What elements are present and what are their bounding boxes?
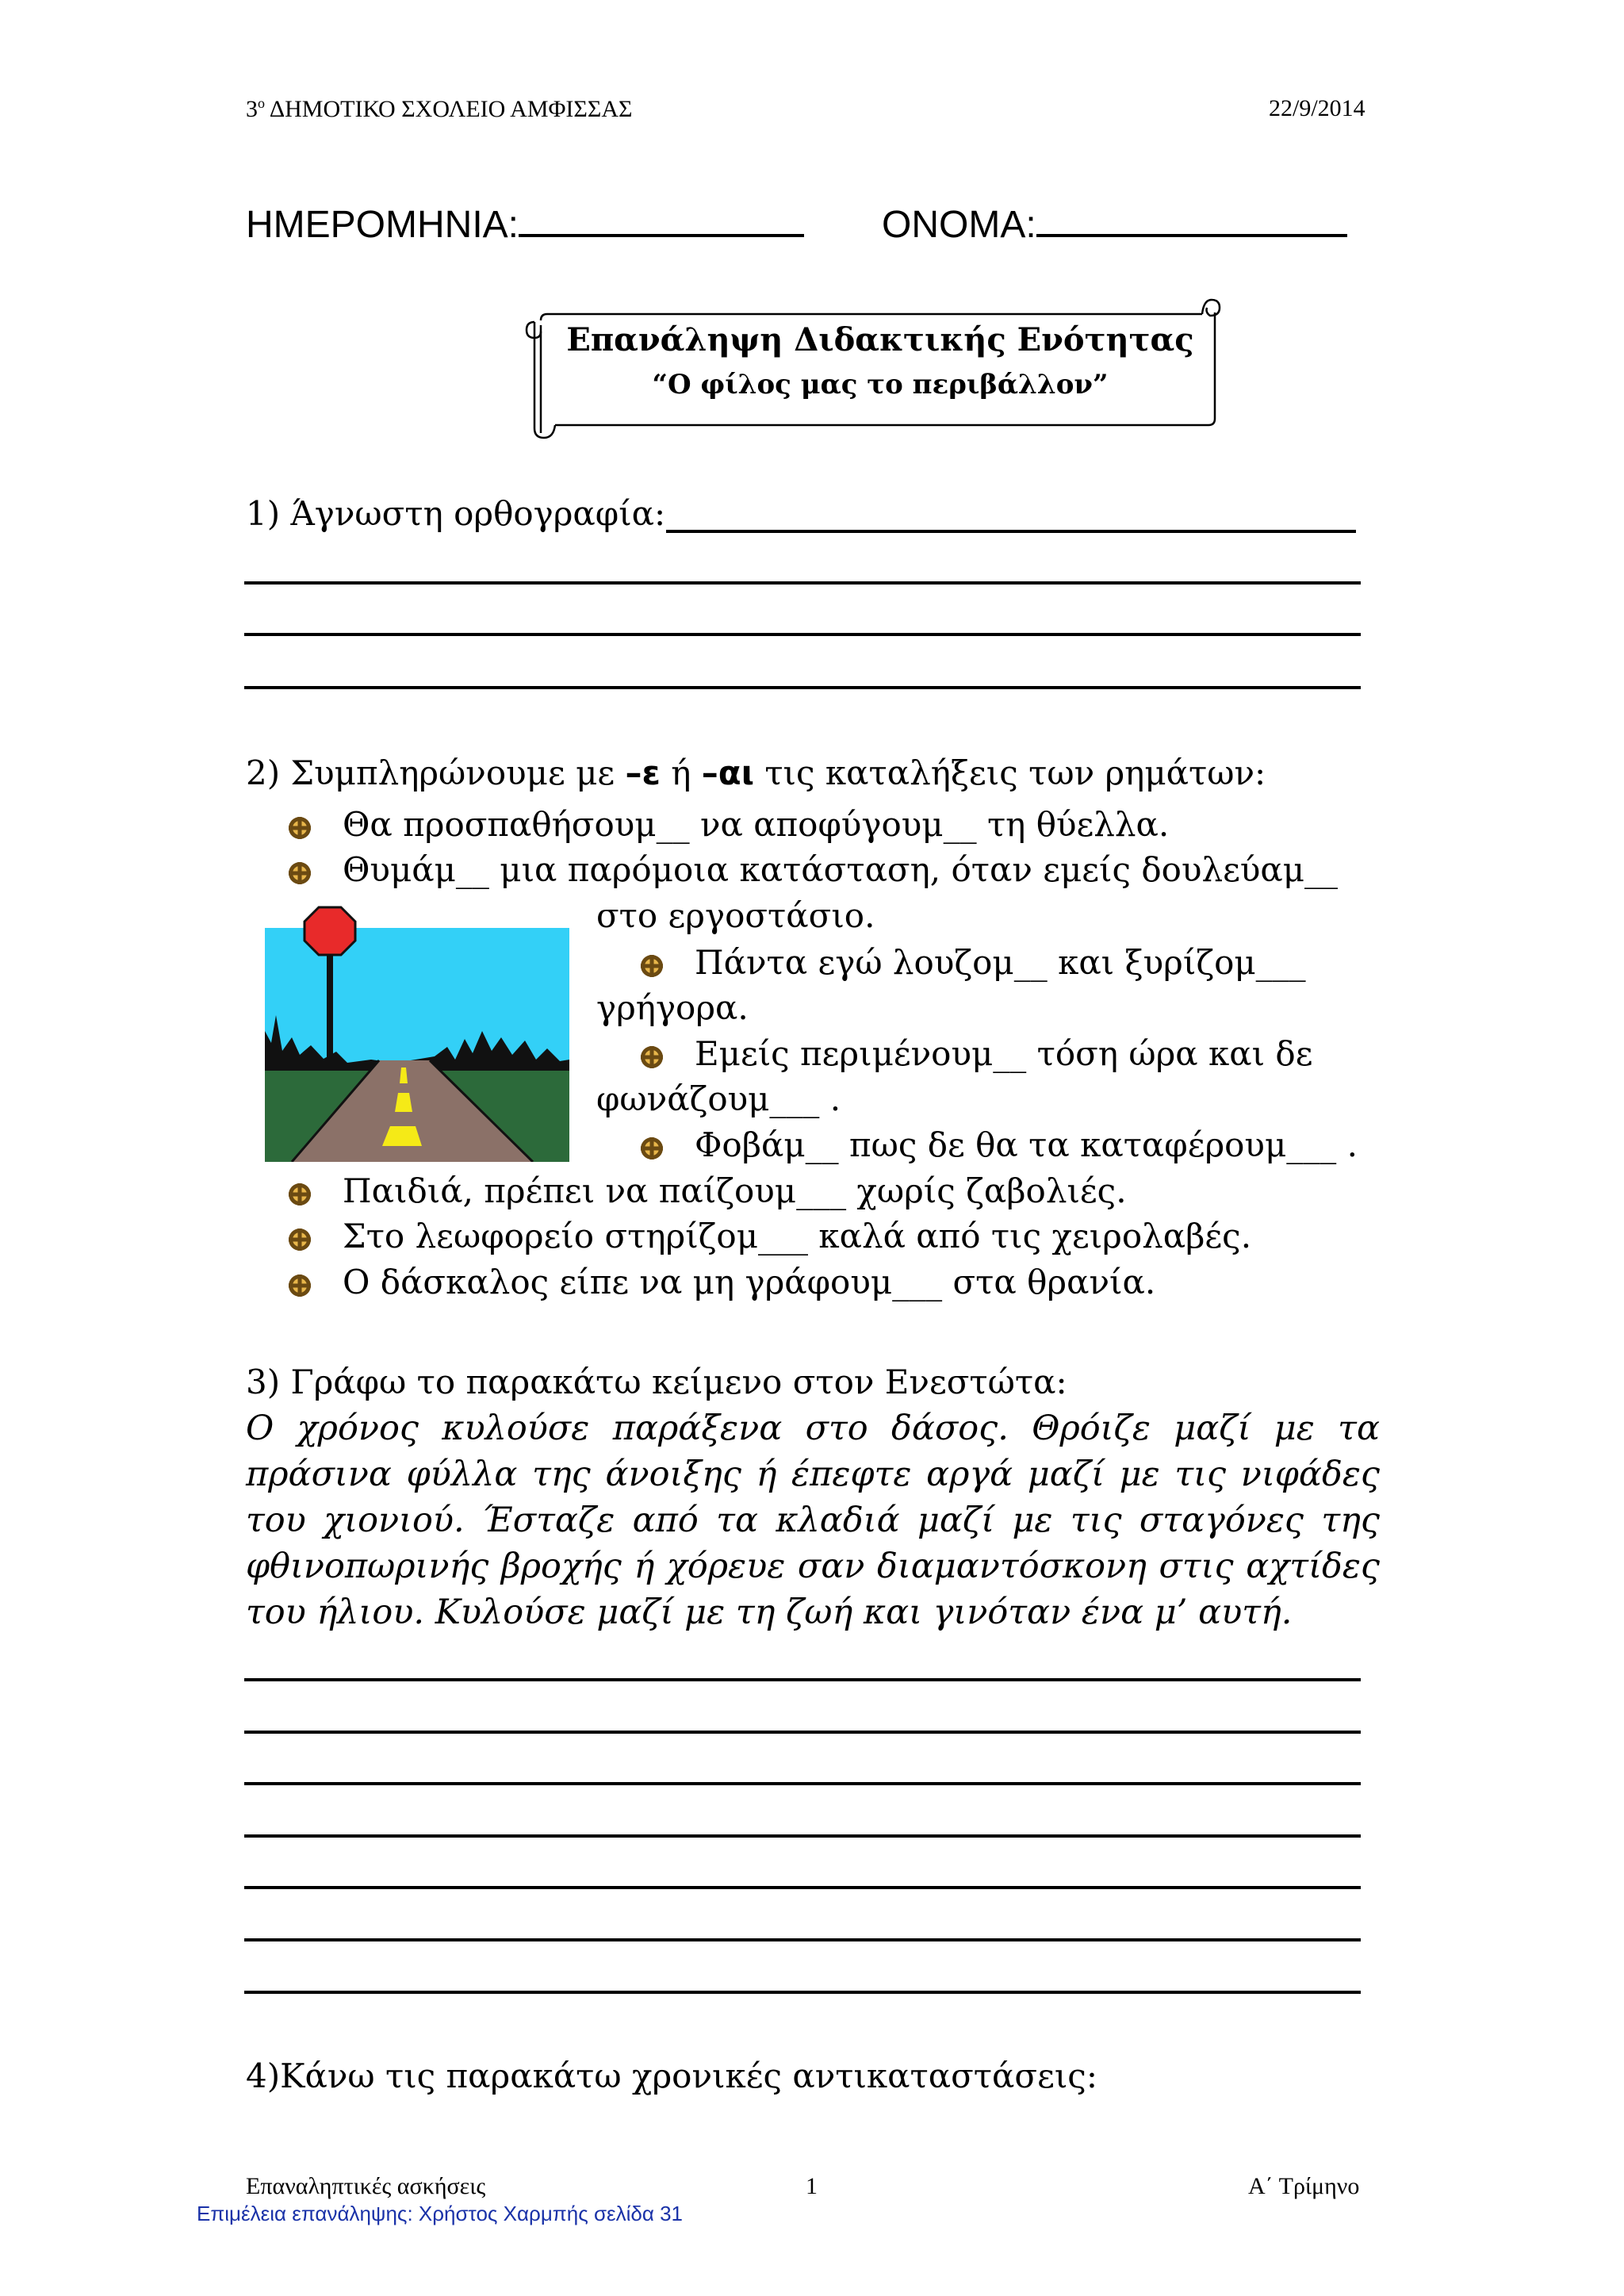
- answer-line[interactable]: [244, 1678, 1361, 1681]
- bullet-icon: [639, 1045, 665, 1070]
- date-field: ΗΜΕΡΟΜΗΝΙΑ:: [246, 202, 804, 247]
- bullet-icon: [639, 953, 665, 979]
- answer-line[interactable]: [244, 1991, 1361, 1994]
- list-item-continuation: γρήγορα.: [596, 988, 749, 1027]
- list-item: Θυμάμ__ μια παρόμοια κατάσταση, όταν εμείς δουλεύαμ__: [343, 850, 1339, 889]
- header-date: 22/9/2014: [1269, 95, 1365, 121]
- bullet-icon: [287, 1273, 312, 1298]
- answer-line[interactable]: [244, 1834, 1361, 1838]
- list-item-continuation: στο εργοστάσιο.: [596, 896, 875, 935]
- passage-text: Ο χρόνος κυλούσε παράξενα στο δάσος. Θρόιζε μαζί με τα πράσινα φύλλα της άνοιξης ή έπεφτε αργά μαζί με τις νιφάδες του χιονιού. Έσταζε από τα κλαδιά μαζί με τις σταγόνες της φθινοπωρινής βροχής ή χόρευε σαν διαμαντόσκονη στις αχτίδες του ήλιου. Κυλούσε μαζί με τη ζωή και γινόταν ένα μ’ αυτή.: [246, 1409, 1380, 1632]
- list-item: Παιδιά, πρέπει να παίζουμ___ χωρίς ζαβολιές.: [343, 1171, 1127, 1210]
- answer-line[interactable]: [244, 581, 1361, 585]
- answer-line[interactable]: [244, 1886, 1361, 1889]
- list-item-continuation: φωνάζουμ___ .: [596, 1079, 841, 1118]
- bullet-icon: [287, 1182, 312, 1207]
- bullet-icon: [287, 861, 312, 886]
- list-item: Στο λεωφορείο στηρίζομ___ καλά από τις χειρολαβές.: [343, 1217, 1252, 1255]
- footer-right: Α΄ Τρίμηνο: [1248, 2173, 1360, 2199]
- bullet-icon: [639, 1136, 665, 1161]
- bullet-icon: [287, 1227, 312, 1252]
- section1-heading: 1) Άγνωστη ορθογραφία:: [246, 494, 666, 533]
- answer-line[interactable]: [244, 1731, 1361, 1734]
- answer-line[interactable]: [244, 1938, 1361, 1941]
- section4-heading: 4)Κάνω τις παρακάτω χρονικές αντικαταστάσεις:: [246, 2056, 1097, 2095]
- name-field: ΟΝΟΜΑ:: [882, 202, 1347, 247]
- bullet-icon: [287, 815, 312, 841]
- list-item: Φοβάμ__ πως δε θα τα καταφέρουμ___ .: [695, 1125, 1358, 1164]
- section2-heading: 2) Συμπληρώνουμε με –ε ή –αι τις καταλήξεις των ρημάτων:: [246, 753, 1266, 792]
- list-item: Πάντα εγώ λουζομ__ και ξυρίζομ___: [695, 943, 1306, 982]
- stop-sign-road-clipart: [260, 904, 569, 1162]
- school-name: $3^o$ ΔΗΜΟΤΙΚΟ ΣΧΟΛΕΙΟ ΑΜΦΙΣΣΑΣ: [246, 95, 633, 122]
- section3-heading: 3) Γράφω το παρακάτω κείμενο στον Ενεστώτα:: [246, 1363, 1067, 1401]
- list-item: Ο δάσκαλος είπε να μη γράφουμ___ στα θρανία.: [343, 1263, 1156, 1301]
- list-item: Εμείς περιμένουμ__ τόση ώρα και δε: [695, 1034, 1313, 1073]
- answer-line[interactable]: [244, 633, 1361, 636]
- date-blank[interactable]: [519, 202, 804, 237]
- banner-subtitle: “Ο φίλος μας το περιβάλλον”: [652, 369, 1109, 401]
- page-number: 1: [806, 2173, 818, 2199]
- answer-line[interactable]: [666, 530, 1356, 533]
- editor-credit: Επιμέλεια επανάληψης: Χρήστος Χαρμπής σελίδα 31: [197, 2202, 684, 2225]
- answer-line[interactable]: [244, 1782, 1361, 1785]
- footer-left: Επαναληπτικές ασκήσεις: [246, 2173, 486, 2199]
- answer-line[interactable]: [244, 686, 1361, 689]
- banner-title: Επανάληψη Διδακτικής Ενότητας: [566, 321, 1194, 358]
- list-item: Θα προσπαθήσουμ__ να αποφύγουμ__ τη θύελλα.: [343, 805, 1170, 844]
- name-blank[interactable]: [1036, 202, 1347, 237]
